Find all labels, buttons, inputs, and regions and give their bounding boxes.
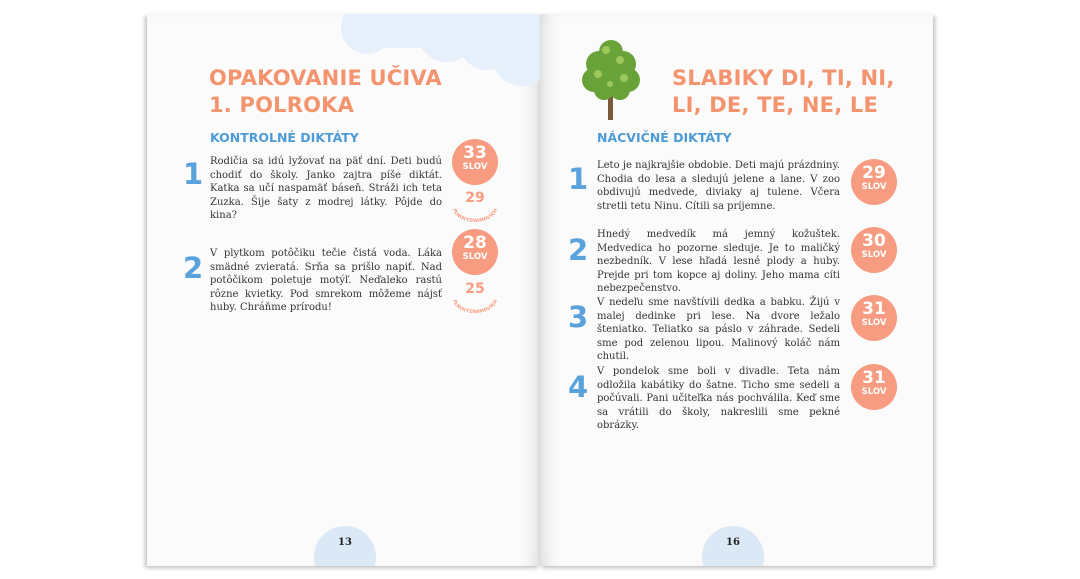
full-meaning-words-badge	[449, 190, 501, 224]
right-page	[540, 14, 933, 566]
item-number: 2	[568, 233, 589, 267]
section-subtitle: NÁCVIČNÉ DIKTÁTY	[597, 130, 732, 145]
word-label: SLOV	[861, 387, 887, 397]
word-count-badge	[452, 139, 498, 185]
word-count-badge	[851, 159, 897, 205]
section-subtitle: KONTROLNÉ DIKTÁTY	[210, 130, 359, 145]
title-line-2: 1. POLROKA	[209, 93, 355, 117]
word-label: SLOV	[861, 318, 887, 328]
full-meaning-count: 25	[465, 281, 485, 297]
svg-text:PLNOVÝZNAMOVÝCH	[451, 299, 499, 315]
full-meaning-label: PLNOVÝZNAMOVÝCH	[451, 208, 499, 224]
full-meaning-words-badge	[449, 281, 501, 315]
full-meaning-label: PLNOVÝZNAMOVÝCH	[451, 299, 499, 315]
dictation-text: Hnedý medvedík má jemný kožuštek. Medvedica ho pozorne sleduje. Je to maličký nezbedník. V lese hľadá lesné plody a huby. Prejde pri tom kopce aj doliny. Jeho mama cíti nebezpečenstvo.	[597, 229, 840, 295]
item-number: 2	[183, 251, 204, 285]
word-label: SLOV	[861, 182, 887, 192]
page-title	[209, 65, 442, 119]
page-title	[672, 65, 895, 119]
svg-text:PLNOVÝZNAMOVÝCH	[451, 208, 499, 224]
title-line-2: LI, DE, TE, NE, LE	[672, 93, 879, 117]
page-number-circle	[702, 526, 764, 566]
item-number: 4	[568, 370, 589, 404]
page-number: 16	[726, 537, 740, 548]
word-label: SLOV	[861, 250, 887, 260]
left-page	[147, 14, 540, 566]
full-meaning-count: 29	[465, 190, 485, 206]
dictation-text: V pondelok sme boli v divadle. Teta nám odložila kabátiky do šatne. Ticho sme sedeli a počúvali. Pani učiteľka nás pochválila. Keď sme sa vrátili do školy, nakreslili sme pekné obrázky.	[597, 366, 840, 432]
word-count: 33	[463, 143, 487, 163]
word-count: 29	[862, 163, 886, 183]
item-number: 1	[568, 162, 589, 196]
item-number: 3	[568, 300, 589, 334]
word-label: SLOV	[462, 162, 488, 172]
page-number-circle	[314, 526, 376, 566]
title-line-1: SLABIKY DI, TI, NI,	[672, 66, 895, 90]
word-count-badge	[851, 364, 897, 410]
book-spread	[147, 14, 933, 566]
word-count: 28	[463, 233, 487, 253]
word-count-badge	[452, 229, 498, 275]
tree-illustration-icon	[580, 36, 642, 126]
title-line-1: OPAKOVANIE UČIVA	[209, 66, 442, 90]
word-count-badge	[851, 227, 897, 273]
word-count: 31	[862, 299, 886, 319]
dictation-text: V plytkom potôčiku tečie čistá voda. Láka smädné zvieratá. Srňa sa prišlo napiť. Nad potôčikom poletuje motýľ. Neďaleko rastú rôzne kvietky. Pod smrekom môžeme nájsť huby. Chráňme prírodu!	[210, 248, 442, 314]
page-number: 13	[338, 537, 352, 548]
word-count: 30	[862, 231, 886, 251]
dictation-text: Leto je najkrajšie obdobie. Deti majú prázdniny. Chodia do lesa a sledujú jelene a lane. V zoo obdivujú medvede, diviaky aj tulene. Včera stretli tetu Ninu. Cítili sa príjemne.	[597, 160, 840, 212]
word-count: 31	[862, 368, 886, 388]
word-count-badge	[851, 295, 897, 341]
dictation-text: Rodičia sa idú lyžovať na päť dní. Deti budú chodiť do školy. Janko zajtra píše diktát. Katka sa učí naspamäť báseň. Stráži ich teta Zuzka. Šije šaty z modrej látky. Pôjde do kina?	[210, 156, 442, 222]
item-number: 1	[183, 157, 204, 191]
word-label: SLOV	[462, 252, 488, 262]
dictation-text: V nedeľu sme navštívili dedka a babku. Žijú v malej dedinke pri lese. Na dvore ležalo šteniatko. Teliatko sa páslo v záhrade. Sedeli sme pod zelenou lipou. Malinový koláč nám chutil.	[597, 297, 840, 363]
